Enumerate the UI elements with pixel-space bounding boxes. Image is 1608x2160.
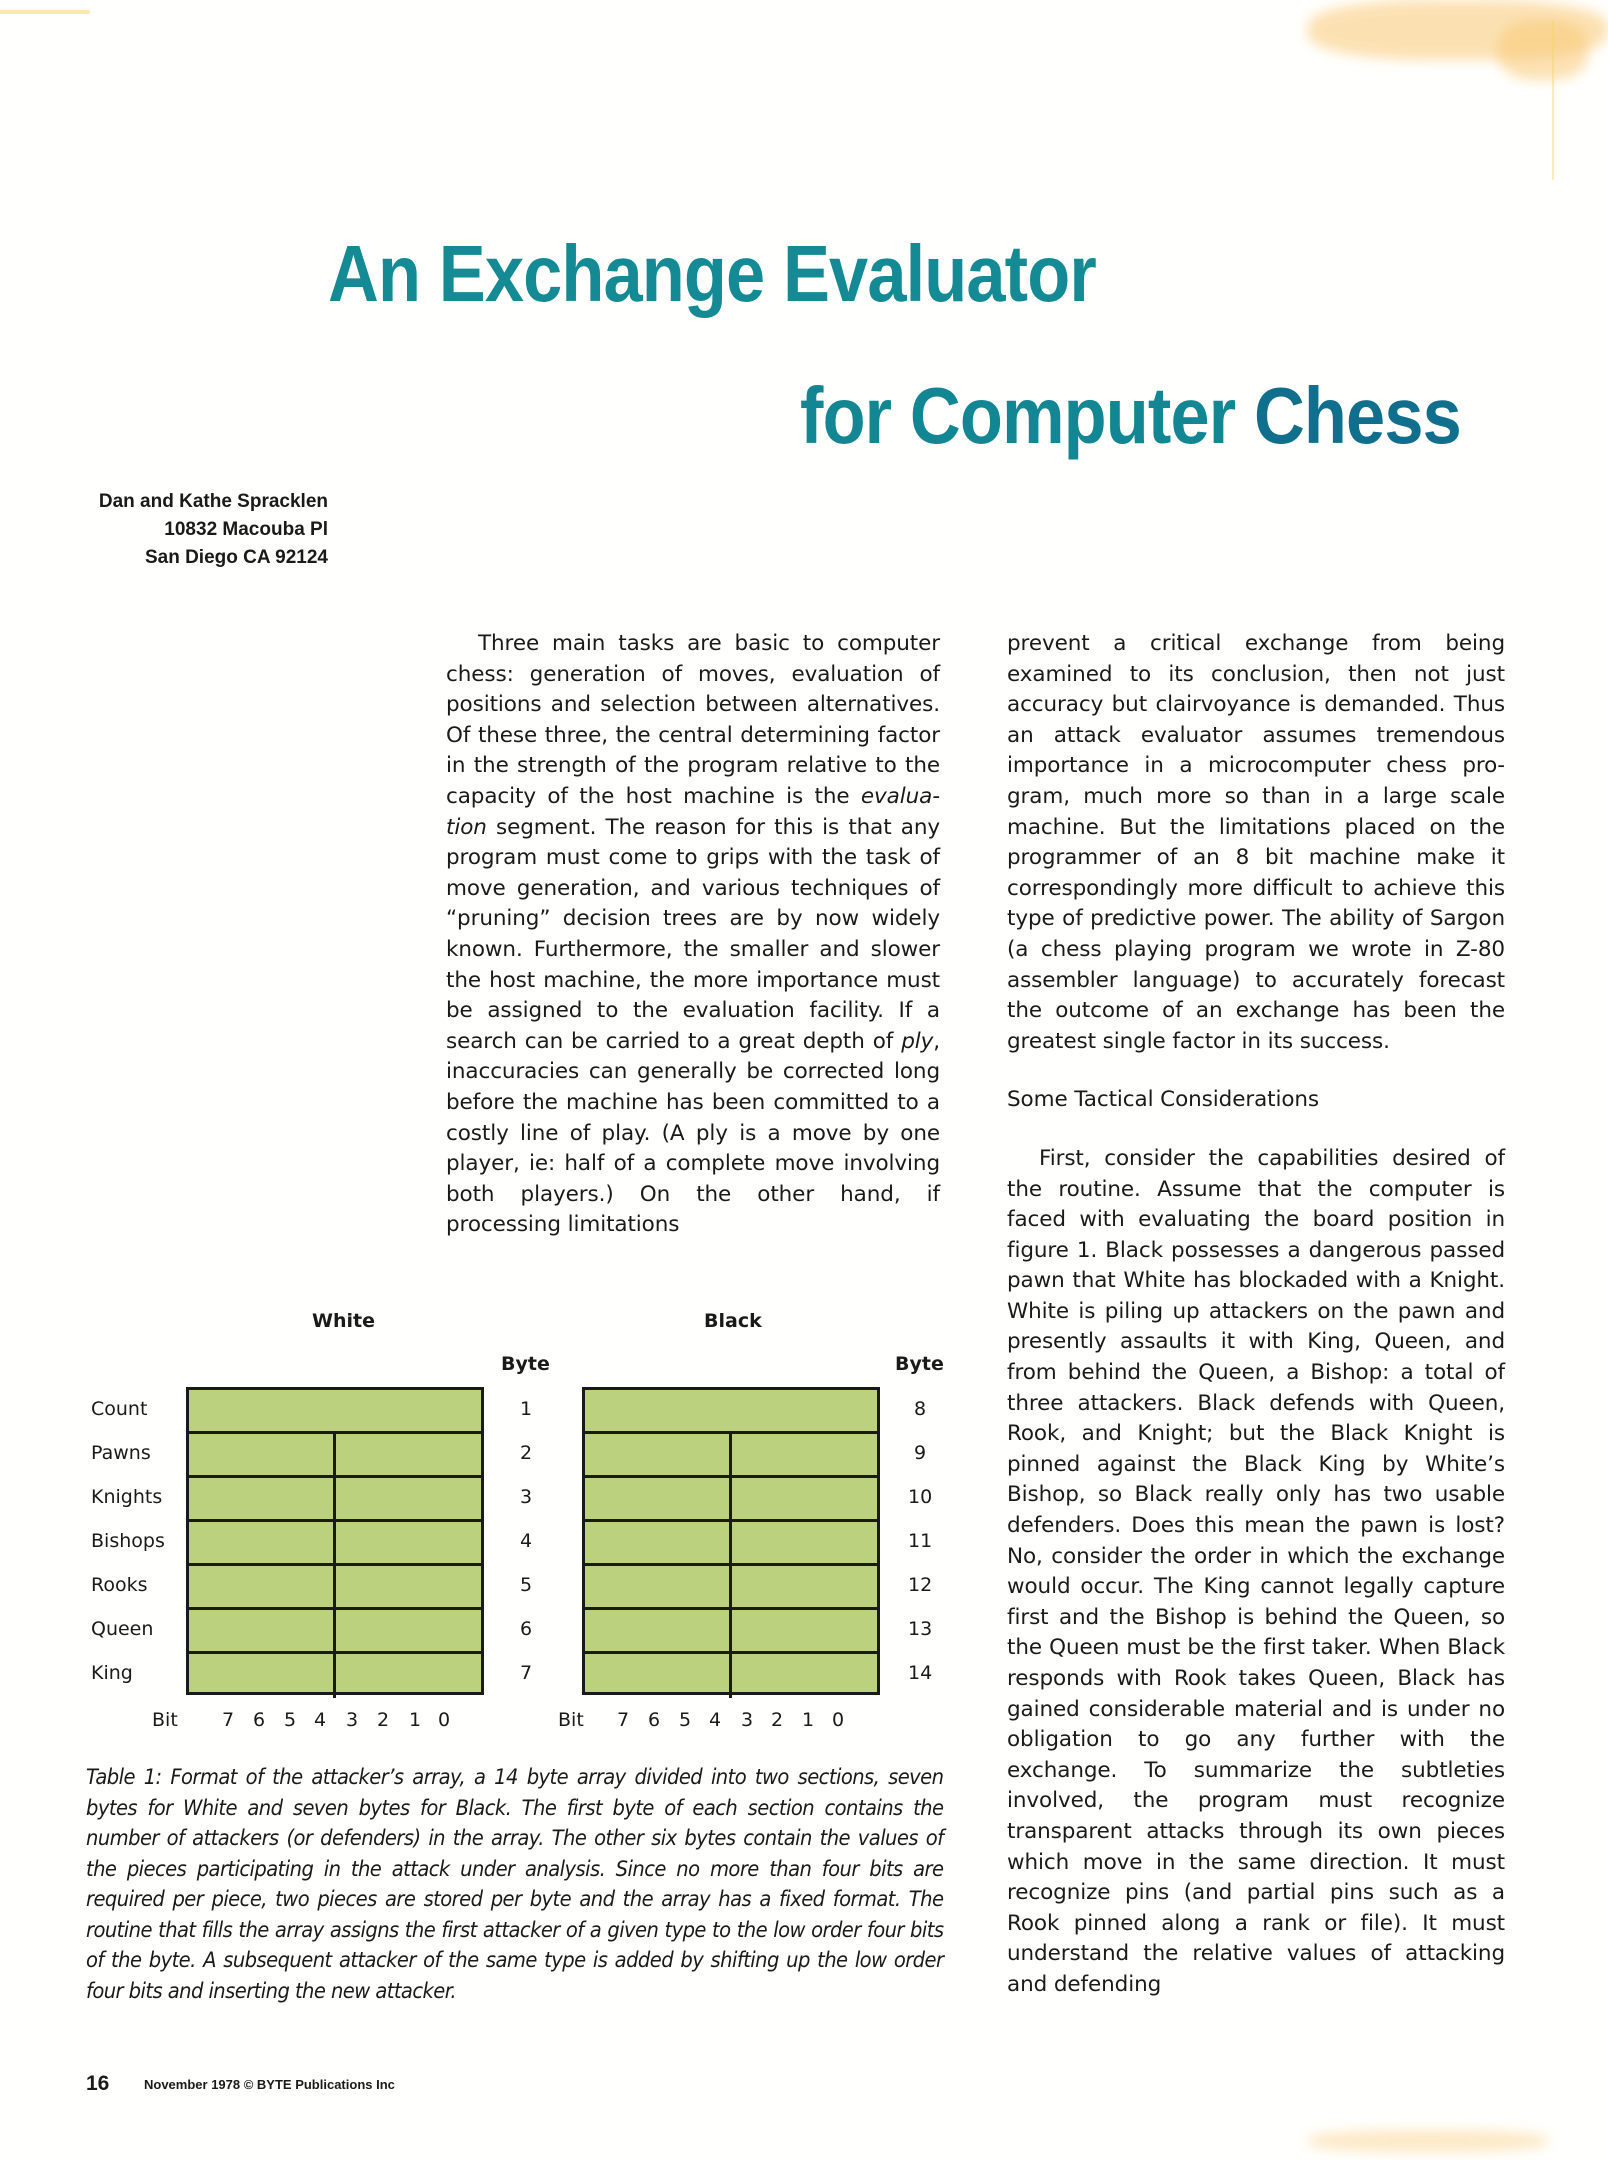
table-row-pawns bbox=[585, 1434, 877, 1478]
bit-number: 6 bbox=[253, 1709, 266, 1731]
section-heading: Some Tactical Considerations bbox=[1007, 1087, 1320, 1113]
byte-number: 13 bbox=[908, 1618, 933, 1640]
table-row-bishops bbox=[585, 1522, 877, 1566]
bit-number: 7 bbox=[222, 1709, 235, 1731]
article-title-line-2 bbox=[800, 370, 1461, 462]
paper-stain bbox=[1308, 2130, 1548, 2152]
bit-number: 4 bbox=[314, 1709, 327, 1731]
bit-number: 3 bbox=[741, 1709, 754, 1731]
author-city: San Diego CA 92124 bbox=[144, 547, 328, 568]
nibble-divider bbox=[333, 1654, 336, 1698]
row-label-count: Count bbox=[91, 1398, 148, 1420]
table-row-count bbox=[189, 1390, 481, 1434]
article-title-line-1: An Exchange Evaluator bbox=[328, 229, 1096, 318]
nibble-divider bbox=[729, 1478, 732, 1519]
table-row-bishops bbox=[189, 1522, 481, 1566]
table-row-rooks bbox=[585, 1566, 877, 1610]
author-street: 10832 Macouba Pl bbox=[164, 519, 328, 540]
figure-label-white: White bbox=[312, 1310, 375, 1332]
table-row-rooks bbox=[189, 1566, 481, 1610]
row-label-pawns: Pawns bbox=[91, 1442, 151, 1464]
byte-header-white: Byte bbox=[501, 1353, 550, 1375]
paper-stain bbox=[0, 10, 90, 14]
bit-number: 4 bbox=[709, 1709, 722, 1731]
bit-number: 1 bbox=[409, 1709, 422, 1731]
row-label-knights: Knights bbox=[91, 1486, 163, 1508]
figure-label-black: Black bbox=[704, 1310, 762, 1332]
bit-number: 5 bbox=[284, 1709, 297, 1731]
text-emphasis: ply bbox=[901, 1028, 934, 1054]
paper-edge-mark bbox=[1552, 20, 1554, 180]
byte-number: 4 bbox=[520, 1530, 533, 1552]
row-label-king: King bbox=[91, 1662, 133, 1684]
bit-number: 2 bbox=[771, 1709, 784, 1731]
text-emphasis: evaluation bbox=[446, 783, 940, 840]
table-row-pawns bbox=[189, 1434, 481, 1478]
bit-number: 7 bbox=[617, 1709, 630, 1731]
paragraph-tactical: First, consider the capabilities desired of the routine. Assume that the computer is faced with evaluating the board position in figure 1. Black possesses a dangerous passed pawn that White has blockaded with a Knight. White is piling up attackers on the pawn and presently assaults it with King, Queen, and from behind the Queen, a Bishop: a total of three attackers. Black defends with Queen, Rook, and Knight; but the Black Knight is pinned against the Black King by White’s Bishop, so Black really only has two usable defenders. Does this mean the pawn is lost? No, consider the order in which the exchange would occur. The King cannot legally capture first and the Bishop is behind the Queen, so the Queen must be the first taker. When Black responds with Rook takes Queen, Black has gained considerable material and is under no obligation to go any further with the exchange. To summarize the subtleties involved, the program must recognize transparent attacks through its own pieces which move in the same direction. It must recognize pins (and partial pins such as a Rook pinned along a rank or file). It must understand the relative values of attacking and defending bbox=[1007, 1145, 1505, 1997]
byte-number: 11 bbox=[908, 1530, 933, 1552]
bit-number: 3 bbox=[346, 1709, 359, 1731]
nibble-divider bbox=[333, 1522, 336, 1563]
byte-number: 6 bbox=[520, 1618, 533, 1640]
nibble-divider bbox=[333, 1434, 336, 1475]
nibble-divider bbox=[333, 1566, 336, 1607]
byte-number: 10 bbox=[908, 1486, 933, 1508]
table-row-knights bbox=[585, 1478, 877, 1522]
row-label-queen: Queen bbox=[91, 1618, 154, 1640]
nibble-divider bbox=[333, 1610, 336, 1651]
nibble-divider bbox=[729, 1654, 732, 1698]
body-column-right bbox=[1007, 629, 1505, 2001]
row-label-bishops: Bishops bbox=[91, 1530, 165, 1552]
author-names: Dan and Kathe Spracklen bbox=[98, 491, 328, 512]
table-caption: Table 1: Format of the attacker’s array, a 14 byte array divided into two sections, seven bytes for White and seven bytes for Black. The first byte of each section contains the number of attackers (or defenders) in the array. The other six bytes contain the values of the pieces participating in the attack under analysis. Since no more than four bits are required per piece, two pieces are stored per byte and the array has a fixed format. The routine that fills the array assigns the first attacker of a given type to the low order four bits of the byte. A subsequent attacker of the same type is added by shifting up the low order four bits and inserting the new attacker. bbox=[86, 1765, 944, 2003]
bit-number: 6 bbox=[648, 1709, 661, 1731]
byte-number: 3 bbox=[520, 1486, 533, 1508]
byte-number: 5 bbox=[520, 1574, 533, 1596]
table-row-king bbox=[189, 1654, 481, 1698]
title-text: for Computer bbox=[800, 371, 1254, 460]
bit-number: 0 bbox=[438, 1709, 451, 1731]
page-number: 16 bbox=[86, 2072, 110, 2095]
nibble-divider bbox=[729, 1566, 732, 1607]
paragraph-intro bbox=[446, 629, 940, 1241]
table-row-queen bbox=[585, 1610, 877, 1654]
byte-header-black: Byte bbox=[895, 1353, 944, 1375]
bit-label: Bit bbox=[152, 1709, 178, 1731]
nibble-divider bbox=[729, 1434, 732, 1475]
white-attacker-table bbox=[186, 1387, 484, 1695]
byte-number: 12 bbox=[908, 1574, 933, 1596]
row-label-rooks: Rooks bbox=[91, 1574, 148, 1596]
publication-credit: November 1978 © BYTE Publications Inc bbox=[144, 2077, 395, 2092]
byte-number: 14 bbox=[908, 1662, 933, 1684]
byte-number: 9 bbox=[914, 1442, 927, 1464]
nibble-divider bbox=[729, 1610, 732, 1651]
paper-stain bbox=[1498, 20, 1588, 80]
author-byline bbox=[99, 488, 328, 572]
bit-number: 1 bbox=[802, 1709, 815, 1731]
bit-number: 2 bbox=[377, 1709, 390, 1731]
text-run: , inaccuracies can generally be corrected long before the machine has been committed to a costly line of play. (A ply is a move by one player, ie: half of a complete move involving both players.) On the other hand, if processing limitations bbox=[446, 1028, 940, 1238]
paragraph-continued: prevent a critical exchange from being examined to its conclusion, then not just accuracy but clairvoyance is demanded. Thus an attack evaluator assumes tremendous importance in a microcomputer chess program, much more so than in a large scale machine. But the limitations placed on the programmer of an 8 bit machine make it correspondingly more difficult to achieve this type of predictive power. The ability of Sargon (a chess playing program we wrote in Z-80 assembler language) to accurately forecast the outcome of an exchange has been the greatest single factor in its success. bbox=[1007, 631, 1505, 1054]
nibble-divider bbox=[729, 1522, 732, 1563]
byte-number: 7 bbox=[520, 1662, 533, 1684]
bit-number: 0 bbox=[832, 1709, 845, 1731]
body-column-middle bbox=[446, 629, 940, 1241]
byte-number: 1 bbox=[520, 1398, 533, 1420]
table-row-knights bbox=[189, 1478, 481, 1522]
byte-number: 2 bbox=[520, 1442, 533, 1464]
bit-label: Bit bbox=[558, 1709, 584, 1731]
text-run: segment. The reason for this is that any program must come to grips with the task of move generation, and various techniques of “pruning” decision trees are by now widely known. Furthermore, the smaller and slower the host machine, the more importance must be assigned to the evaluation facility. If a search can be carried to a great depth of bbox=[446, 814, 940, 1054]
text-run: Three main tasks are basic to computer chess: generation of moves, evaluation of positions and selection between alternatives. Of these three, the central determining factor in the strength of the program relative to the capacity of the host machine is the bbox=[446, 631, 940, 809]
black-attacker-table bbox=[582, 1387, 880, 1695]
table-row-queen bbox=[189, 1610, 481, 1654]
byte-number: 8 bbox=[914, 1398, 927, 1420]
title-text-chess: Chess bbox=[1253, 371, 1461, 460]
table-row-count bbox=[585, 1390, 877, 1434]
nibble-divider bbox=[333, 1478, 336, 1519]
bit-number: 5 bbox=[679, 1709, 692, 1731]
table-row-king bbox=[585, 1654, 877, 1698]
